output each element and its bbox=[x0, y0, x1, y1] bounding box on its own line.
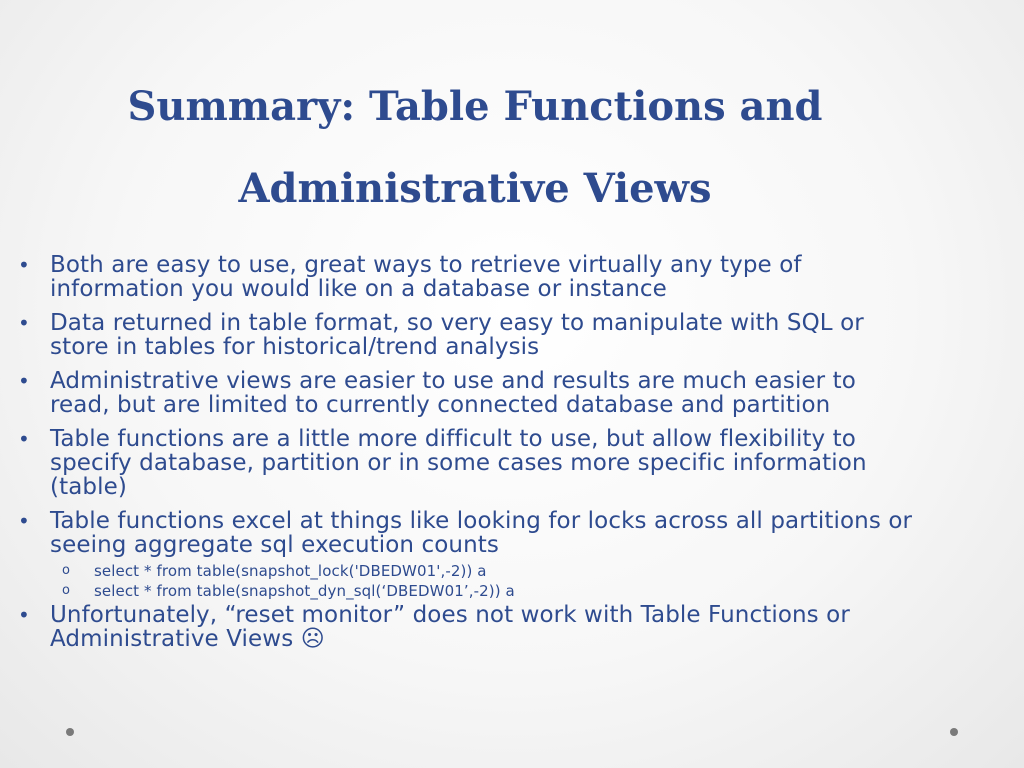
bullet-text: Table functions excel at things like looking for locks across all partitions or seeing aggregate sql execution counts bbox=[50, 508, 913, 558]
bullet-text: Both are easy to use, great ways to retrieve virtually any type of information you would like on a database or instance bbox=[50, 252, 802, 302]
sub-bullet-ring-icon: o bbox=[62, 583, 71, 598]
slide-corner-dot-right-icon bbox=[950, 728, 958, 736]
slide-title-line-2: Administrative Views bbox=[238, 165, 712, 212]
slide-body bbox=[18, 253, 918, 661]
bullet-dot-icon: • bbox=[18, 311, 30, 335]
bullet-text: Administrative views are easier to use and results are much easier to read, but are limited to currently connected database and partition bbox=[50, 368, 856, 418]
bullet-dot-icon: • bbox=[18, 427, 30, 451]
bullet-item bbox=[18, 509, 918, 601]
sub-bullet-text: select * from table(snapshot_lock('DBEDW01',-2)) a bbox=[94, 562, 487, 580]
bullet-text: Unfortunately, “reset monitor” does not work with Table Functions or Administrative Views ☹ bbox=[50, 602, 850, 652]
bullet-dot-icon: • bbox=[18, 253, 30, 277]
bullet-item bbox=[18, 311, 918, 359]
sub-bullet-text: select * from table(snapshot_dyn_sql(‘DBEDW01’,-2)) a bbox=[94, 582, 515, 600]
bullet-list bbox=[18, 253, 918, 651]
slide-corner-dot-left-icon bbox=[66, 728, 74, 736]
bullet-item bbox=[18, 427, 918, 499]
bullet-dot-icon: • bbox=[18, 369, 30, 393]
slide-title bbox=[40, 66, 910, 230]
sub-bullet-item bbox=[50, 561, 918, 581]
bullet-text: Table functions are a little more difficult to use, but allow flexibility to specify database, partition or in some cases more specific information (table) bbox=[50, 426, 867, 500]
bullet-dot-icon: • bbox=[18, 603, 30, 627]
bullet-text: Data returned in table format, so very easy to manipulate with SQL or store in tables for historical/trend analysis bbox=[50, 310, 864, 360]
sub-bullet-ring-icon: o bbox=[62, 563, 71, 578]
sub-bullet-list bbox=[50, 561, 918, 601]
bullet-dot-icon: • bbox=[18, 509, 30, 533]
bullet-item bbox=[18, 253, 918, 301]
bullet-item bbox=[18, 603, 918, 651]
sub-bullet-item bbox=[50, 581, 918, 601]
bullet-item bbox=[18, 369, 918, 417]
slide-title-line-1: Summary: Table Functions and bbox=[127, 83, 823, 130]
